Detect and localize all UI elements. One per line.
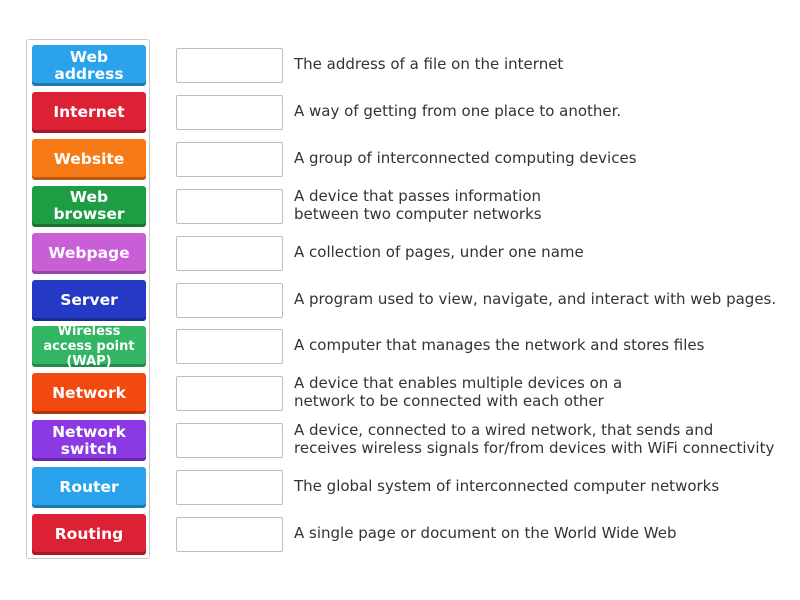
answer-drop-slot[interactable] — [176, 236, 283, 271]
answer-drop-slot[interactable] — [176, 470, 283, 505]
definition-text: A way of getting from one place to another. — [294, 101, 622, 120]
answer-drop-slot[interactable] — [176, 142, 283, 177]
definition-text: A device that passes information between two computer networks — [294, 186, 542, 223]
answer-drop-slot[interactable] — [176, 283, 283, 318]
definition-text: A single page or document on the World Wide Web — [294, 524, 677, 542]
answer-drop-slot[interactable] — [176, 48, 283, 83]
definition-text: A program used to view, navigate, and interact with web pages. — [294, 289, 777, 308]
term-tile[interactable]: Routing — [32, 514, 146, 555]
term-tile[interactable]: Network — [32, 373, 146, 414]
term-tile[interactable]: Router — [32, 467, 146, 508]
term-tile[interactable]: Network switch — [32, 420, 146, 461]
definition-text: A collection of pages, under one name — [294, 242, 584, 261]
definition-text: The global system of interconnected computer networks — [294, 477, 720, 496]
answer-drop-slot[interactable] — [176, 517, 283, 552]
answer-drop-slot[interactable] — [176, 329, 283, 364]
answer-drop-slot[interactable] — [176, 95, 283, 130]
definition-text: A group of interconnected computing devices — [294, 148, 637, 167]
definition-text: A device that enables multiple devices on a network to be connected with each other — [294, 374, 623, 411]
definition-text: The address of a file on the internet — [294, 55, 564, 73]
answer-drop-slot[interactable] — [176, 189, 283, 224]
term-tile[interactable]: Webpage — [32, 233, 146, 274]
definition-text: A device, connected to a wired network, that sends and receives wireless signals for/from devices with WiFi connectivity — [294, 421, 775, 458]
answer-drop-slot[interactable] — [176, 376, 283, 411]
term-tile[interactable]: Web browser — [32, 186, 146, 227]
term-tile[interactable]: Website — [32, 139, 146, 180]
answer-drop-slot[interactable] — [176, 423, 283, 458]
term-tile[interactable]: Internet — [32, 92, 146, 133]
term-tile[interactable]: Server — [32, 280, 146, 321]
definition-text: A computer that manages the network and stores files — [294, 336, 705, 355]
term-tile[interactable]: Wireless access point (WAP) — [32, 326, 146, 367]
term-tile[interactable]: Web address — [32, 45, 146, 86]
